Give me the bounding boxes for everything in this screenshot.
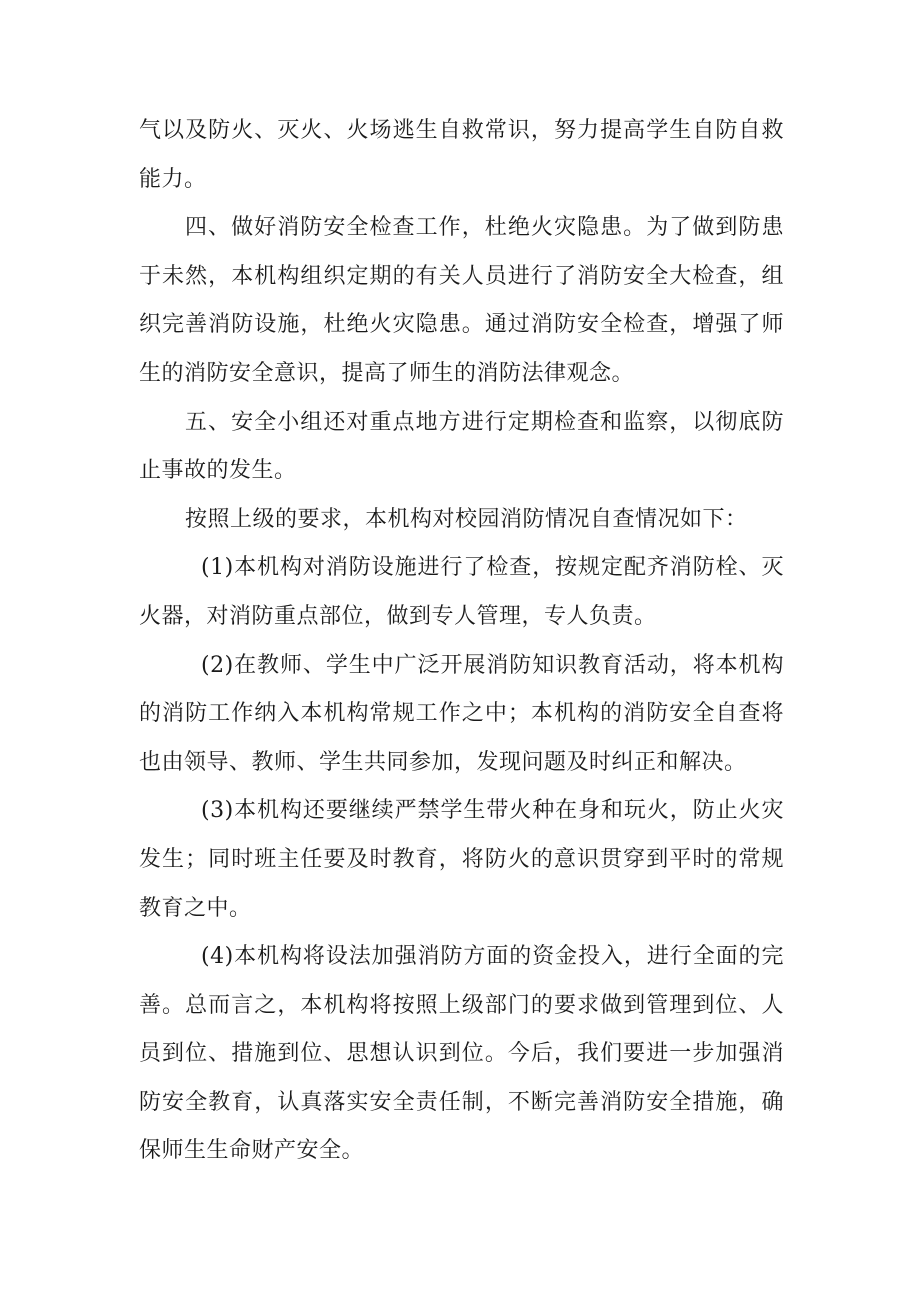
paragraph-item-1: (1)本机构对消防设施进行了检查，按规定配齐消防栓、灭火器，对消防重点部位，做到专人管理，专人负责。: [139, 555, 784, 629]
paragraph-section-five: 五、安全小组还对重点地方进行定期检查和监察，以彻底防止事故的发生。: [139, 409, 784, 484]
paragraph-continuation: 气以及防火、灭火、火场逃生自救常识，努力提高学生自防自救能力。: [139, 118, 784, 192]
paragraph-self-check-intro: 按照上级的要求，本机构对校园消防情况自查情况如下：: [185, 506, 748, 532]
paragraph-item-2: (2)在教师、学生中广泛开展消防知识教育活动，将本机构的消防工作纳入本机构常规工作之中；本机构的消防安全自查将也由领导、教师、学生共同参加，发现问题及时纠正和解决。: [139, 652, 784, 775]
document-body: [139, 107, 784, 1176]
paragraph-section-four: 四、做好消防安全检查工作，杜绝火灾隐患。为了做到防患于未然，本机构组织定期的有关人员进行了消防安全大检查，组织完善消防设施，杜绝火灾隐患。通过消防安全检查，增强了师生的消防安全意识，提高了师生的消防法律观念。: [139, 215, 784, 386]
paragraph-item-4: (4)本机构将设法加强消防方面的资金投入，进行全面的完善。总而言之，本机构将按照上级部门的要求做到管理到位、人员到位、措施到位、思想认识到位。今后，我们要进一步加强消防安全教育，认真落实安全责任制，不断完善消防安全措施，确保师生生命财产安全。: [139, 944, 784, 1164]
paragraph-item-3: (3)本机构还要继续严禁学生带火种在身和玩火，防止火灾发生；同时班主任要及时教育，将防火的意识贯穿到平时的常规教育之中。: [139, 798, 784, 921]
